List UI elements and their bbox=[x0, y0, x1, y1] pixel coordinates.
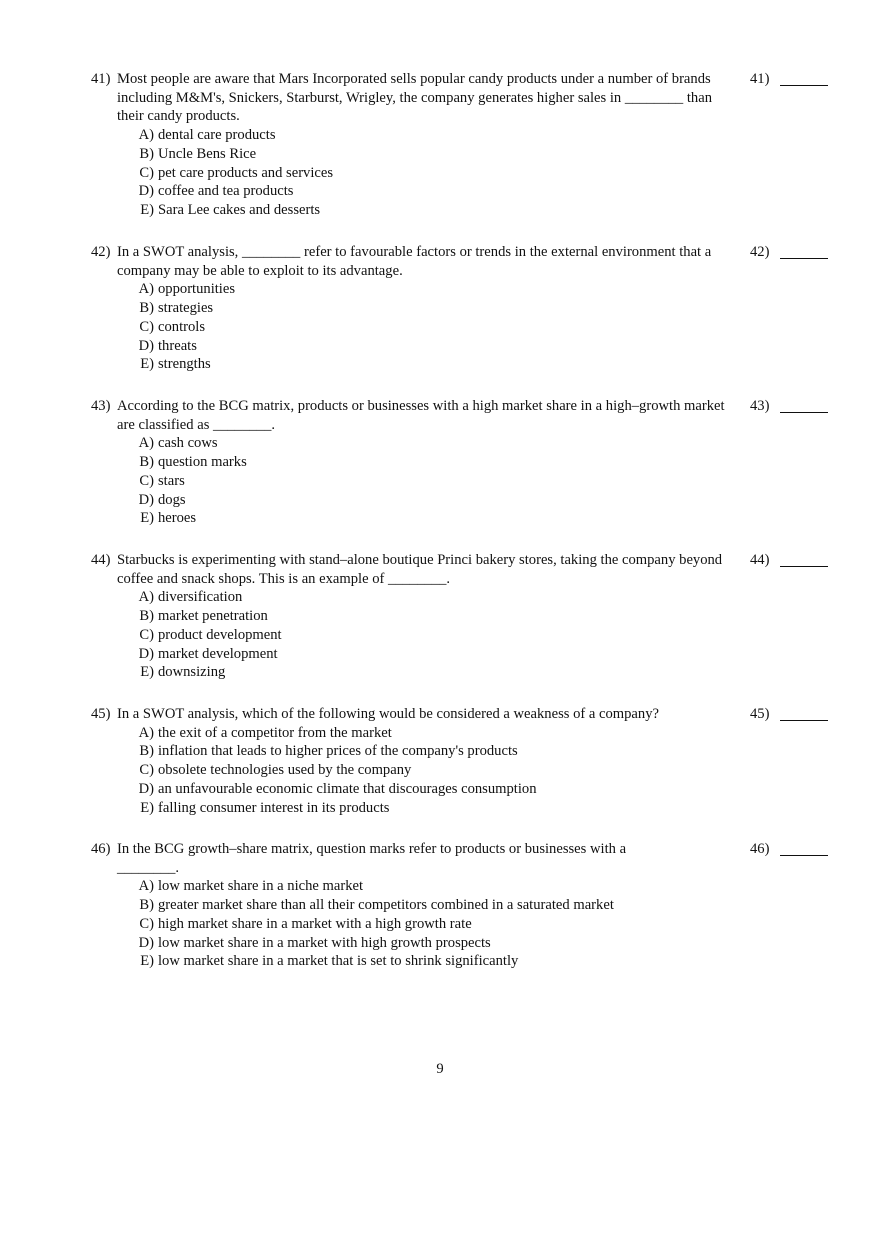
choice-letter: C) bbox=[139, 915, 154, 932]
choice-text: low market share in a market with high growth prospects bbox=[158, 934, 491, 951]
choice-list bbox=[136, 434, 831, 528]
choice-b bbox=[136, 299, 831, 318]
answer-blank[interactable] bbox=[780, 258, 828, 259]
choice-text: the exit of a competitor from the market bbox=[158, 724, 392, 741]
choice-letter: D) bbox=[138, 934, 154, 951]
choice-e bbox=[136, 799, 831, 818]
choice-d bbox=[136, 934, 831, 953]
choice-text: low market share in a niche market bbox=[158, 878, 364, 895]
choice-text: high market share in a market with a high growth rate bbox=[158, 915, 472, 932]
choice-letter: C) bbox=[139, 762, 154, 779]
choice-letter: E) bbox=[140, 201, 154, 218]
choice-letter: A) bbox=[138, 435, 154, 452]
choice-letter: D) bbox=[138, 645, 154, 662]
choice-a bbox=[136, 588, 831, 607]
choice-text: market penetration bbox=[158, 608, 268, 625]
choice-letter: A) bbox=[138, 127, 154, 144]
choice-d bbox=[136, 182, 831, 201]
choice-letter: D) bbox=[138, 337, 154, 354]
question-number: 46) bbox=[91, 841, 111, 857]
choice-list bbox=[136, 126, 831, 220]
question-number: 41) bbox=[91, 71, 111, 87]
choice-letter: D) bbox=[138, 780, 154, 797]
choice-text: Sara Lee cakes and desserts bbox=[158, 201, 321, 218]
choice-letter: A) bbox=[138, 281, 154, 298]
choice-text: strengths bbox=[158, 356, 211, 373]
choice-a bbox=[136, 724, 831, 743]
choice-e bbox=[136, 952, 831, 971]
answer-blank[interactable] bbox=[780, 720, 828, 721]
question-43 bbox=[91, 397, 831, 528]
choice-letter: A) bbox=[138, 589, 154, 606]
question-number: 42) bbox=[91, 244, 111, 260]
choice-letter: B) bbox=[139, 897, 154, 914]
answer-label: 41) bbox=[750, 71, 770, 87]
choice-text: product development bbox=[158, 626, 282, 643]
choice-text: market development bbox=[158, 645, 278, 662]
question-text: Most people are aware that Mars Incorporated sells popular candy products under a number of brands including M&M's, Snickers, Starburst, Wrigley, the company generates higher sales in ________ than their candy products. bbox=[117, 71, 713, 125]
answer-label: 46) bbox=[750, 841, 770, 857]
question-text: In the BCG growth–share matrix, question marks refer to products or businesses with a ________. bbox=[117, 841, 627, 876]
choice-text: Uncle Bens Rice bbox=[158, 145, 257, 162]
answer-blank[interactable] bbox=[780, 85, 828, 86]
choice-letter: C) bbox=[139, 318, 154, 335]
choice-letter: C) bbox=[139, 164, 154, 181]
question-number: 43) bbox=[91, 398, 111, 414]
choice-letter: C) bbox=[139, 626, 154, 643]
choice-letter: E) bbox=[140, 510, 154, 527]
question-45 bbox=[91, 705, 831, 817]
choice-b bbox=[136, 896, 831, 915]
choice-d bbox=[136, 491, 831, 510]
choice-b bbox=[136, 742, 831, 761]
choice-d bbox=[136, 337, 831, 356]
choice-text: falling consumer interest in its products bbox=[158, 799, 390, 816]
choice-b bbox=[136, 607, 831, 626]
choice-text: heroes bbox=[158, 510, 197, 527]
choice-a bbox=[136, 280, 831, 299]
choice-letter: B) bbox=[139, 608, 154, 625]
question-44 bbox=[91, 551, 831, 682]
choice-c bbox=[136, 164, 831, 183]
choice-c bbox=[136, 915, 831, 934]
choice-d bbox=[136, 645, 831, 664]
question-text: In a SWOT analysis, which of the following would be considered a weakness of a company? bbox=[117, 706, 659, 722]
answer-label: 45) bbox=[750, 706, 770, 722]
choice-letter: C) bbox=[139, 472, 154, 489]
choice-e bbox=[136, 663, 831, 682]
choice-letter: B) bbox=[139, 743, 154, 760]
choice-letter: E) bbox=[140, 953, 154, 970]
question-number: 44) bbox=[91, 552, 111, 568]
choice-d bbox=[136, 780, 831, 799]
choice-letter: B) bbox=[139, 145, 154, 162]
answer-blank[interactable] bbox=[780, 412, 828, 413]
choice-a bbox=[136, 126, 831, 145]
choice-text: obsolete technologies used by the company bbox=[158, 762, 412, 779]
choice-text: controls bbox=[158, 318, 206, 335]
question-text: According to the BCG matrix, products or businesses with a high market share in a high–growth market are classified as ________. bbox=[117, 398, 725, 433]
choice-letter: B) bbox=[139, 454, 154, 471]
choice-letter: B) bbox=[139, 300, 154, 317]
question-text: In a SWOT analysis, ________ refer to favourable factors or trends in the external environment that a company may be able to exploit to its advantage. bbox=[117, 244, 712, 279]
choice-letter: A) bbox=[138, 724, 154, 741]
answer-label: 43) bbox=[750, 398, 770, 414]
choice-c bbox=[136, 626, 831, 645]
choice-b bbox=[136, 145, 831, 164]
choice-text: downsizing bbox=[158, 664, 226, 681]
choice-c bbox=[136, 472, 831, 491]
choice-letter: E) bbox=[140, 664, 154, 681]
choice-c bbox=[136, 761, 831, 780]
answer-label: 44) bbox=[750, 552, 770, 568]
choice-a bbox=[136, 877, 831, 896]
choice-text: low market share in a market that is set to shrink significantly bbox=[158, 953, 519, 970]
choice-text: stars bbox=[158, 472, 185, 489]
choice-letter: E) bbox=[140, 799, 154, 816]
choice-text: cash cows bbox=[158, 435, 218, 452]
choice-letter: D) bbox=[138, 183, 154, 200]
question-42 bbox=[91, 243, 831, 374]
choice-list bbox=[136, 877, 831, 971]
question-text: Starbucks is experimenting with stand–alone boutique Princi bakery stores, taking the company beyond coffee and snack shops. This is an example of ________. bbox=[117, 552, 723, 587]
choice-letter: E) bbox=[140, 356, 154, 373]
choice-a bbox=[136, 434, 831, 453]
choice-text: coffee and tea products bbox=[158, 183, 294, 200]
choice-text: pet care products and services bbox=[158, 164, 334, 181]
answer-blank[interactable] bbox=[780, 566, 828, 567]
choice-text: threats bbox=[158, 337, 197, 354]
choice-text: an unfavourable economic climate that discourages consumption bbox=[158, 780, 537, 797]
choice-c bbox=[136, 318, 831, 337]
question-number: 45) bbox=[91, 706, 111, 722]
choice-e bbox=[136, 201, 831, 220]
choice-text: question marks bbox=[158, 454, 247, 471]
choice-letter: A) bbox=[138, 878, 154, 895]
choice-text: inflation that leads to higher prices of the company's products bbox=[158, 743, 518, 760]
choice-list bbox=[136, 588, 831, 682]
answer-label: 42) bbox=[750, 244, 770, 260]
choice-text: greater market share than all their competitors combined in a saturated market bbox=[158, 897, 614, 914]
choice-letter: D) bbox=[138, 491, 154, 508]
question-46 bbox=[91, 840, 831, 971]
choice-e bbox=[136, 509, 831, 528]
choice-text: diversification bbox=[158, 589, 243, 606]
answer-blank[interactable] bbox=[780, 855, 828, 856]
page-number: 9 bbox=[436, 1061, 444, 1077]
choice-b bbox=[136, 453, 831, 472]
choice-list bbox=[136, 724, 831, 818]
choice-list bbox=[136, 280, 831, 374]
choice-text: dental care products bbox=[158, 127, 276, 144]
choice-text: strategies bbox=[158, 300, 214, 317]
choice-text: opportunities bbox=[158, 281, 236, 298]
choice-text: dogs bbox=[158, 491, 186, 508]
question-41 bbox=[91, 70, 831, 220]
choice-e bbox=[136, 355, 831, 374]
